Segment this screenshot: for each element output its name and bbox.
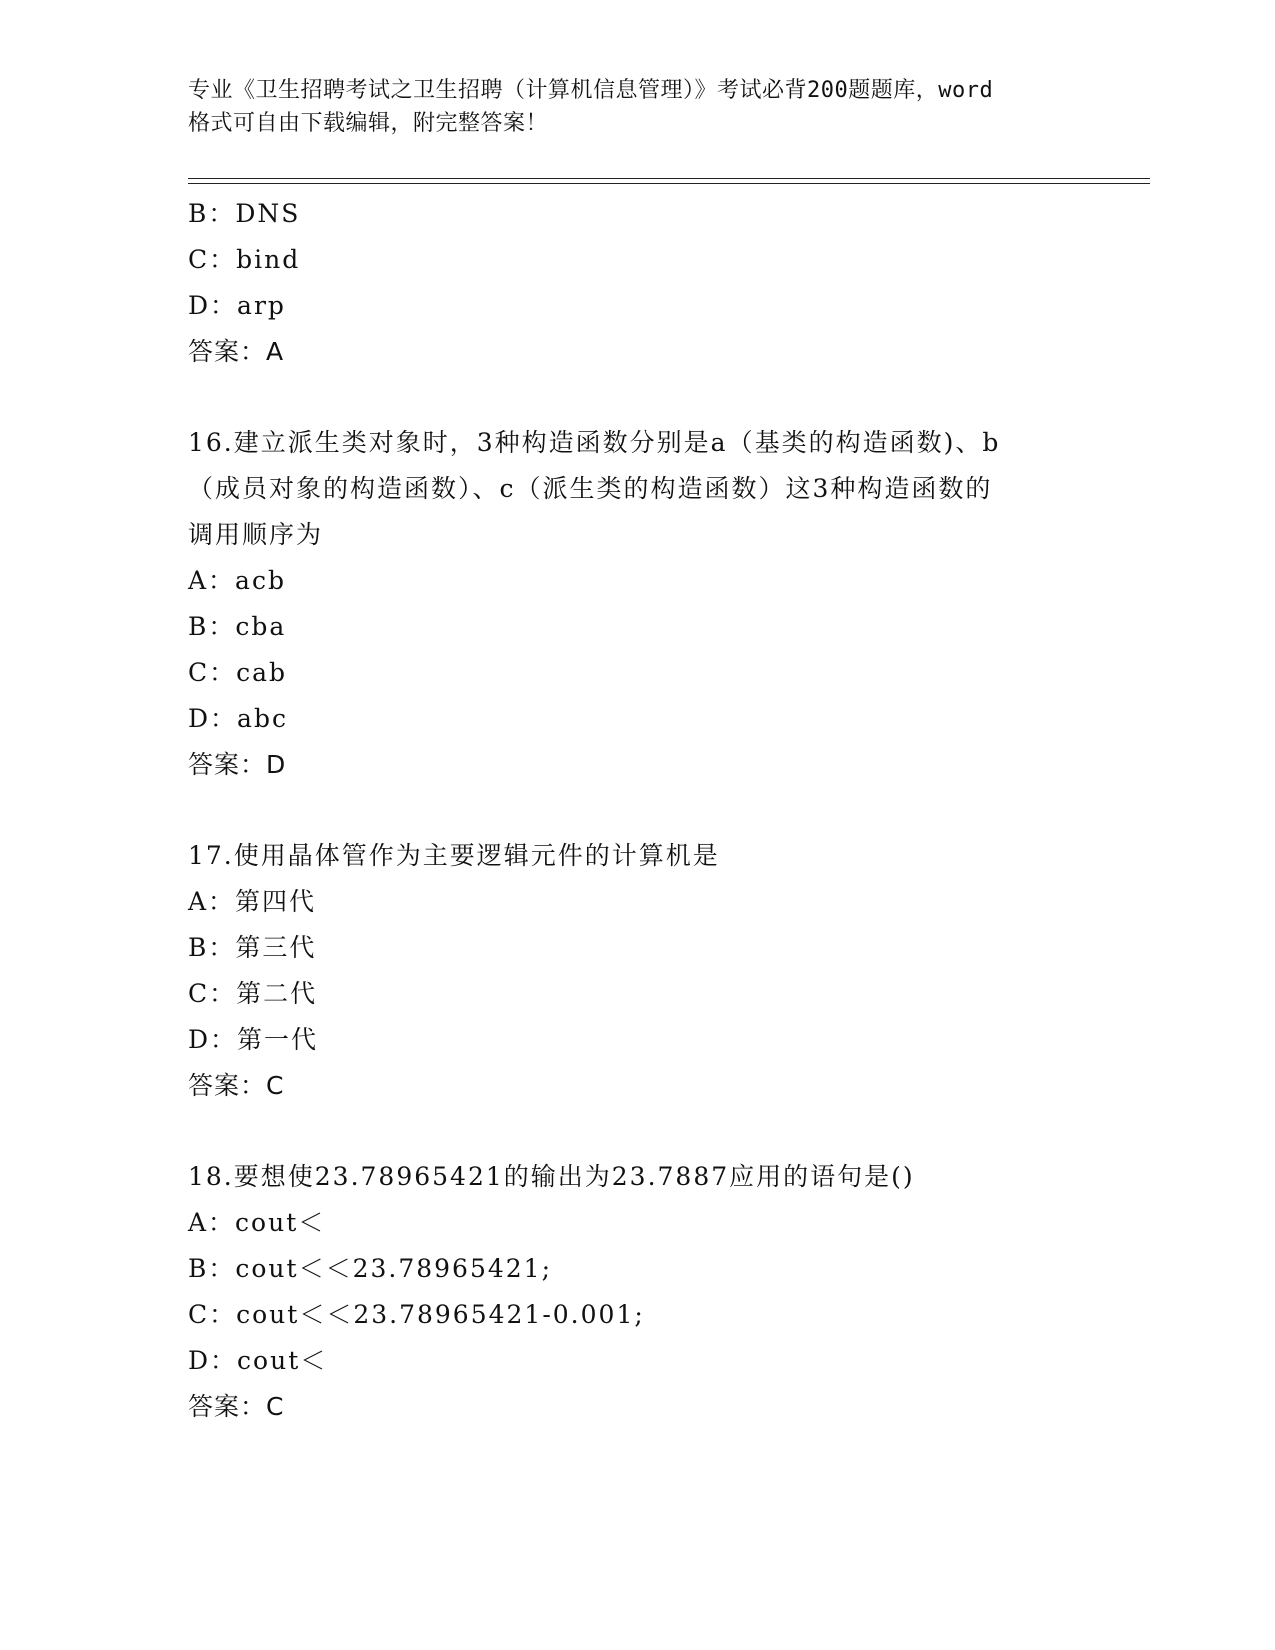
- option-c: C：第二代: [188, 979, 318, 1008]
- spacer: [188, 375, 1148, 420]
- question-18: [188, 1154, 1148, 1430]
- question-text-line: 调用顺序为: [188, 520, 324, 549]
- spacer: [188, 788, 1148, 833]
- option-b: B：DNS: [188, 199, 301, 228]
- question-text-line: 16.建立派生类对象时，3种构造函数分别是a（基类的构造函数)、b: [188, 428, 1001, 457]
- spacer: [188, 1109, 1148, 1154]
- header-line-2: 格式可自由下载编辑，附完整答案！: [188, 111, 549, 136]
- option-c: C：cout＜＜23.78965421-0.001;: [188, 1300, 645, 1329]
- question-text-line: （成员对象的构造函数）、c（派生类的构造函数）这3种构造函数的: [188, 474, 993, 503]
- question-list: [188, 191, 1148, 1430]
- question-15-continued: [188, 191, 1148, 375]
- option-c: C：bind: [188, 245, 301, 274]
- option-b: B：cout＜＜23.78965421;: [188, 1254, 552, 1283]
- question-16: [188, 420, 1148, 788]
- option-d: D：cout＜: [188, 1346, 328, 1375]
- option-d: D：arp: [188, 291, 286, 320]
- answer-line: 答案：C: [188, 1392, 285, 1421]
- header-line-1: 专业《卫生招聘考试之卫生招聘（计算机信息管理）》考试必背200题题库，word: [188, 78, 994, 103]
- option-a: A：acb: [188, 566, 286, 595]
- option-d: D：abc: [188, 704, 288, 733]
- question-text-line: 18.要想使23.78965421的输出为23.7887应用的语句是(): [188, 1162, 915, 1191]
- answer-line: 答案：C: [188, 1071, 285, 1100]
- option-d: D：第一代: [188, 1025, 319, 1054]
- option-b: B：第三代: [188, 933, 317, 962]
- answer-line: 答案：A: [188, 337, 285, 366]
- header-divider-top: [188, 178, 1150, 179]
- question-17: [188, 833, 1148, 1109]
- answer-line: 答案：D: [188, 750, 287, 779]
- question-text-line: 17.使用晶体管作为主要逻辑元件的计算机是: [188, 841, 720, 870]
- document-header: [188, 74, 1088, 140]
- option-a: A：第四代: [188, 887, 317, 916]
- header-divider-bottom: [188, 183, 1150, 184]
- option-c: C：cab: [188, 658, 288, 687]
- option-b: B：cba: [188, 612, 287, 641]
- option-a: A：cout＜: [188, 1208, 326, 1237]
